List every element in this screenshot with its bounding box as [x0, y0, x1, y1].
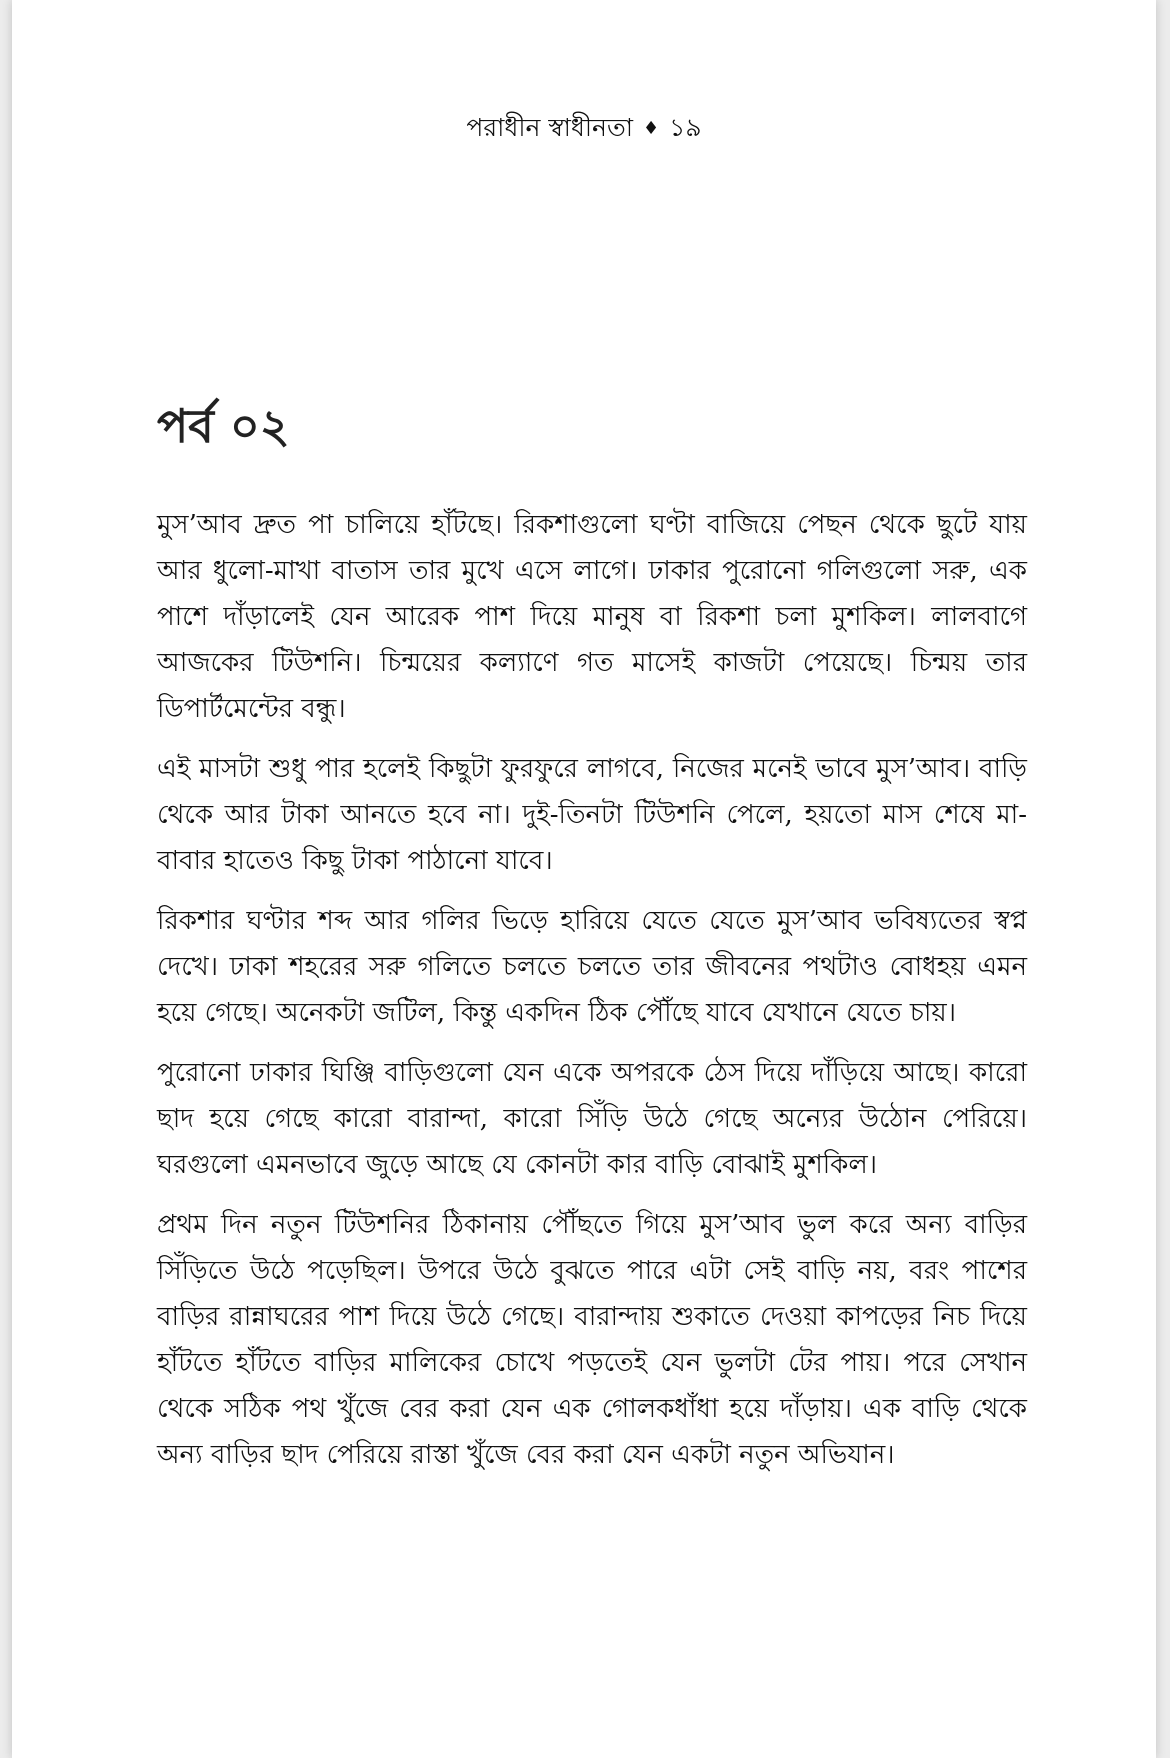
paragraph-2: এই মাসটা শুধু পার হলেই কিছুটা ফুরফুরে লাগবে, নিজের মনেই ভাবে মুস’আব। বাড়ি থেকে আর টাকা আনতে হবে না। দুই-তিনটা টিউশনি পেলে, হয়তো মাস শেষে মা-বাবার হাতেও কিছু টাকা পাঠানো যাবে। [157, 754, 1027, 876]
diamond-separator-icon: ♦ [642, 118, 660, 139]
paragraph-1: মুস’আব দ্রুত পা চালিয়ে হাঁটছে। রিকশাগুলো ঘণ্টা বাজিয়ে পেছন থেকে ছুটে যায় আর ধুলো-মাখা বাতাস তার মুখে এসে লাগে। ঢাকার পুরোনো গলিগুলো সরু, এক পাশে দাঁড়ালেই যেন আরেক পাশ দিয়ে মানুষ বা রিকশা চলা মুশকিল। লালবাগে আজকের টিউশনি। চিন্ময়ের কল্যাণে গত মাসেই কাজটা পেয়েছে। চিন্ময় তার ডিপার্টমেন্টের বন্ধু। [157, 510, 1027, 724]
paragraph-3: রিকশার ঘণ্টার শব্দ আর গলির ভিড়ে হারিয়ে যেতে যেতে মুস’আব ভবিষ্যতের স্বপ্ন দেখে। ঢাকা শহরের সরু গলিতে চলতে চলতে তার জীবনের পথটাও বোধহয় এমন হয়ে গেছে। অনেকটা জটিল, কিন্তু একদিন ঠিক পৌঁছে যাবে যেখানে যেতে চায়। [157, 906, 1027, 1028]
book-title: পরাধীন স্বাধীনতা [466, 113, 633, 142]
paragraph-5: প্রথম দিন নতুন টিউশনির ঠিকানায় পৌঁছতে গিয়ে মুস’আব ভুল করে অন্য বাড়ির সিঁড়িতে উঠে পড়েছিল। উপরে উঠে বুঝতে পারে এটা সেই বাড়ি নয়, বরং পাশের বাড়ির রান্নাঘরের পাশ দিয়ে উঠে গেছে। বারান্দায় শুকাতে দেওয়া কাপড়ের নিচ দিয়ে হাঁটতে হাঁটতে বাড়ির মালিকের চোখে পড়তেই যেন ভুলটা টের পায়। পরে সেখান থেকে সঠিক পথ খুঁজে বের করা যেন এক গোলকধাঁধা হয়ে দাঁড়ায়। এক বাড়ি থেকে অন্য বাড়ির ছাদ পেরিয়ে রাস্তা খুঁজে বের করা যেন একটা নতুন অভিযান। [157, 1210, 1027, 1470]
chapter-title: পর্ব ০২ [157, 399, 290, 453]
body-text [157, 502, 1027, 1492]
page-number: ১৯ [669, 113, 702, 142]
paragraph-4: পুরোনো ঢাকার ঘিঞ্জি বাড়িগুলো যেন একে অপরকে ঠেস দিয়ে দাঁড়িয়ে আছে। কারো ছাদ হয়ে গেছে কারো বারান্দা, কারো সিঁড়ি উঠে গেছে অন্যের উঠোন পেরিয়ে। ঘরগুলো এমনভাবে জুড়ে আছে যে কোনটা কার বাড়ি বোঝাই মুশকিল। [157, 1058, 1027, 1180]
book-page [12, 0, 1156, 1758]
running-header [12, 108, 1156, 151]
